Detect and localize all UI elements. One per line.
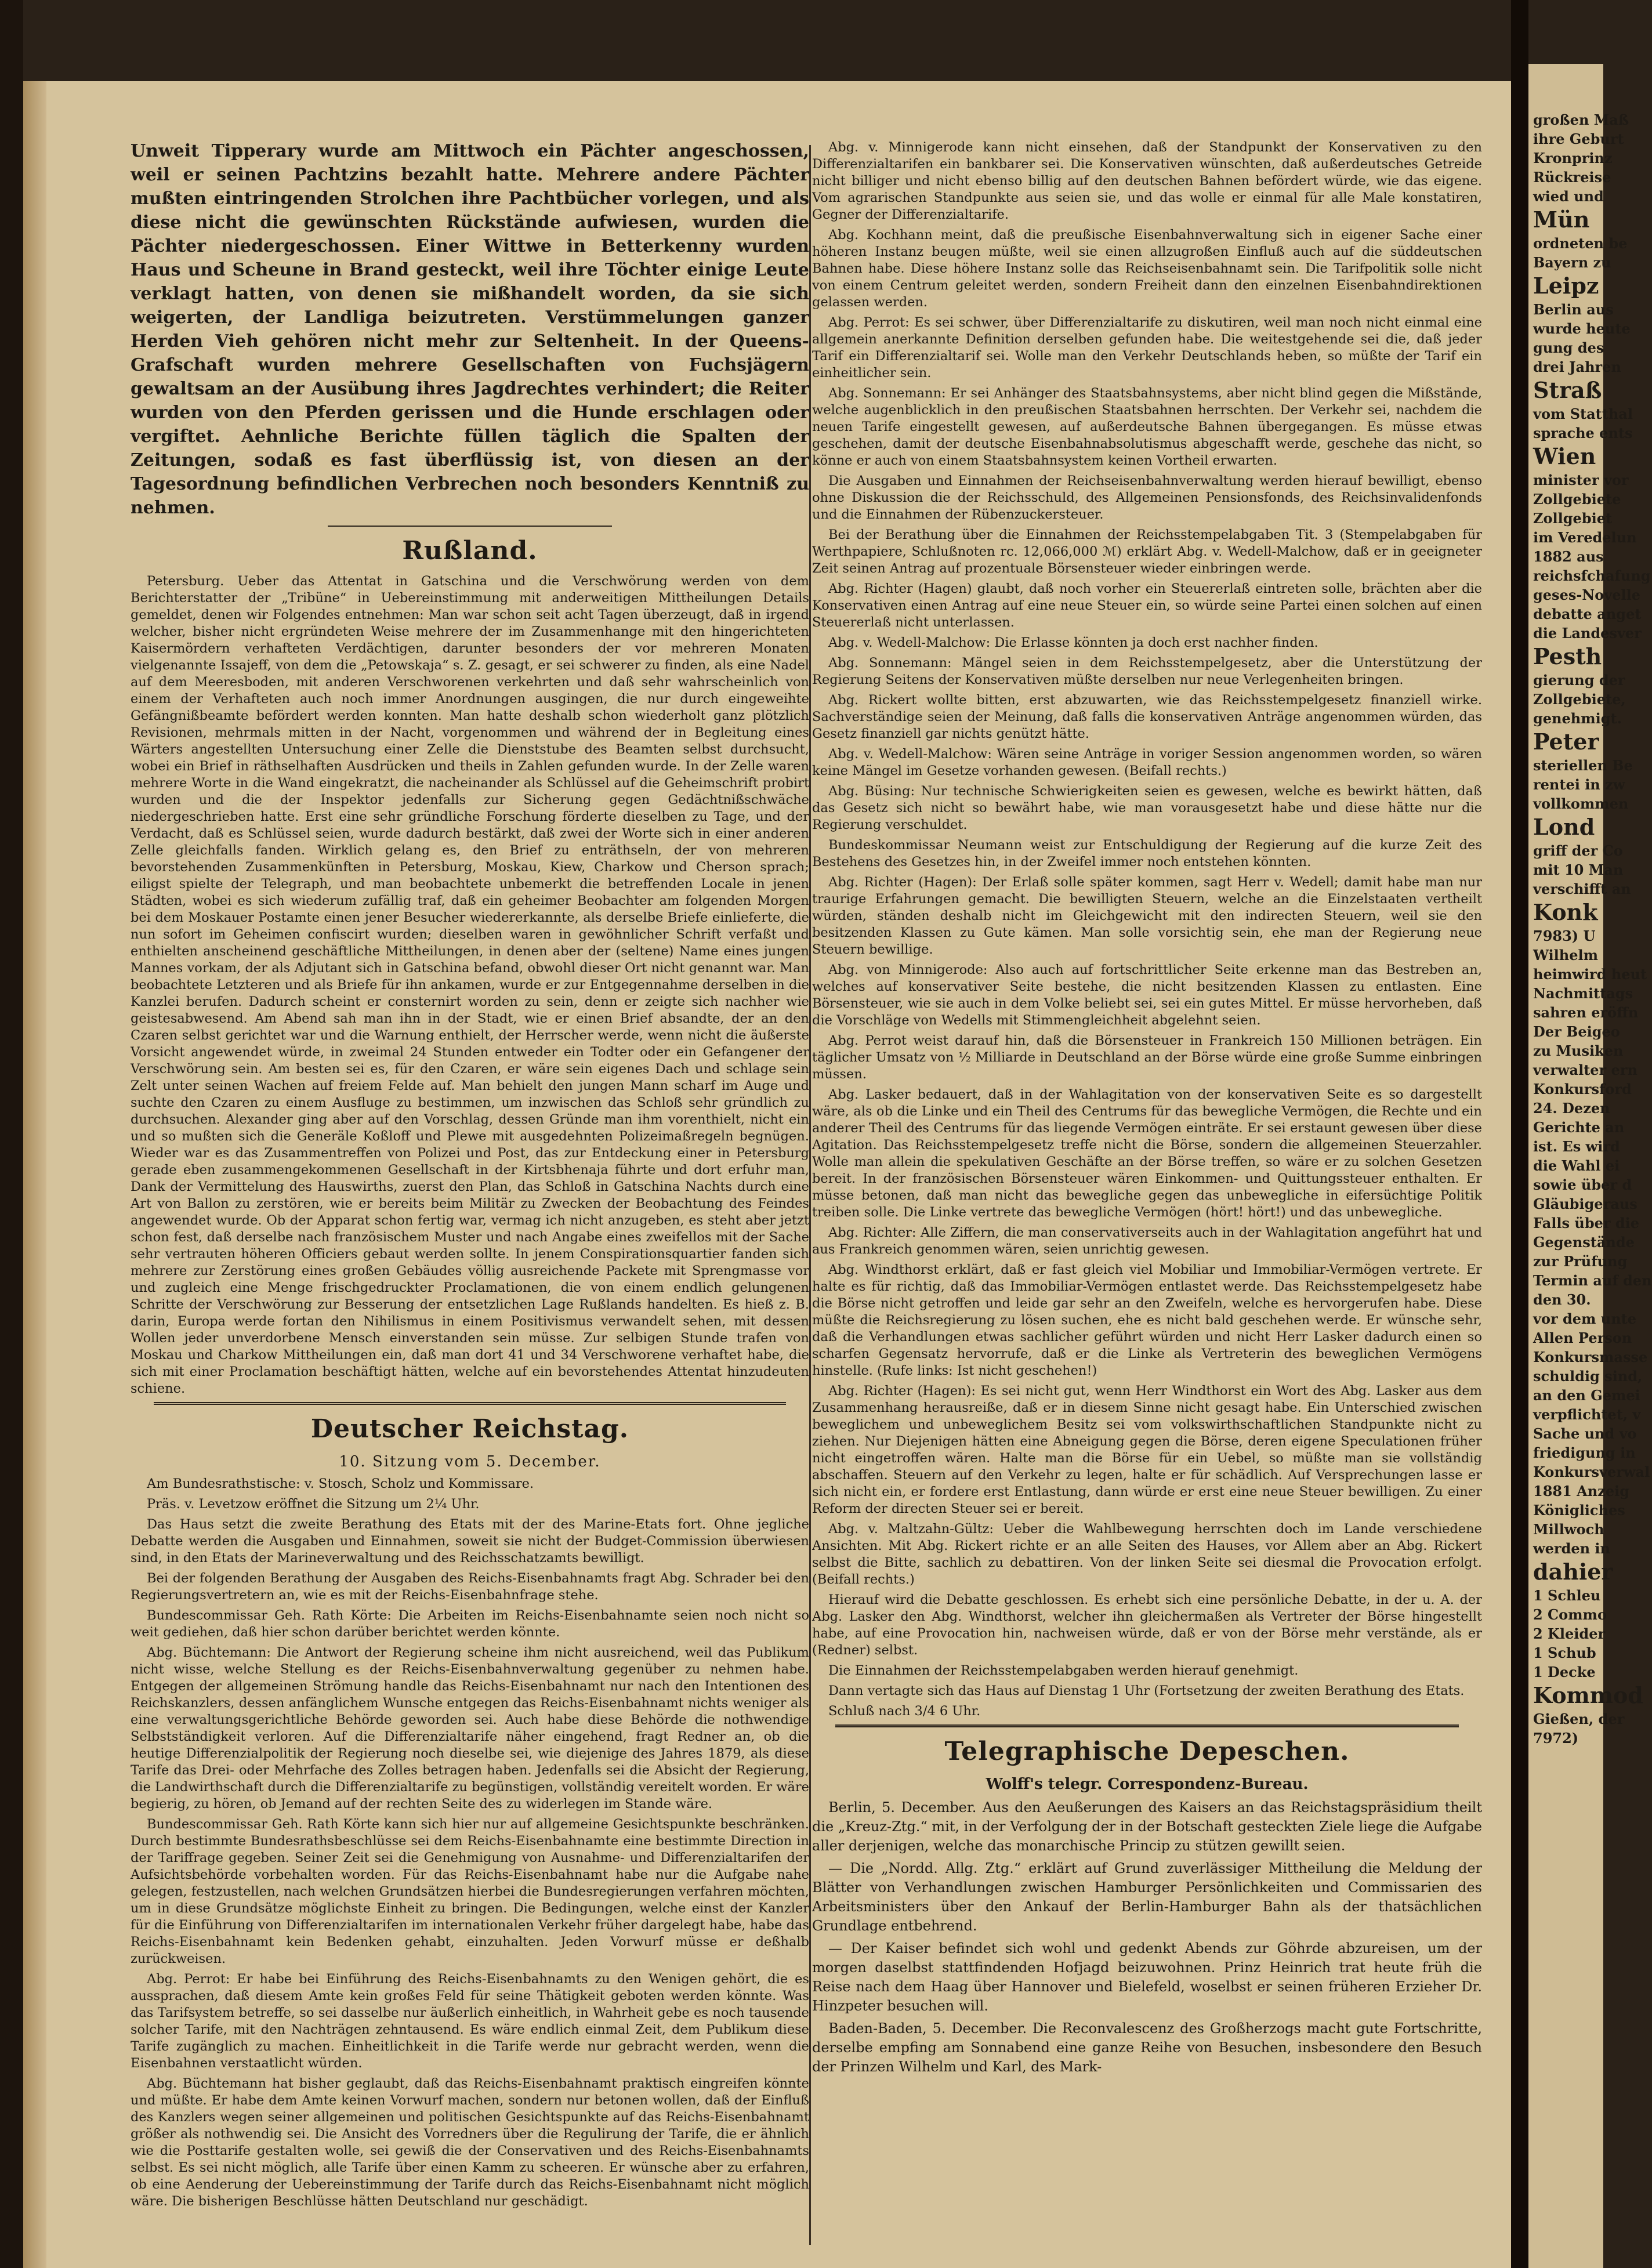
adjacent-page-line: Konk [1533, 899, 1598, 925]
article-paragraph: Das Haus setzt die zweite Berathung des Etats mit der des Marine-Etats fort. Ohne jegliche Debatte werden die Ausgaben und Einnahmen, soweit sie nicht der Budget-Commission überwiesen sind, in den Etats der Marineverwaltung und des Reichsschatzamts bewilligt. [131, 1517, 809, 1566]
reichstag-report-part1 [131, 1476, 809, 2210]
adjacent-page-line: Nachmittags [1533, 985, 1633, 1002]
article-paragraph: Abg. Perrot: Er habe bei Einführung des Reichs-Eisenbahnamts zu den Wenigen gehört, die es aussprachen, daß diesem Amte kein großes Feld für seine Thätigkeit geboten werden könnte. Was das Tarifsystem betreffe, so sei dasselbe nur äußerlich einheitlich, in Wahrheit gebe es noch tausende solcher Tarife, mit den Nachträgen zehntausend. Es wäre endlich einmal Zeit, dem Publikum diese Tarife zugänglich zu machen. Einheitlichkeit in die Tarife werde nur gebracht werden, wenn die Eisenbahnen verstaatlicht würden. [131, 1972, 809, 2071]
adjacent-page-line: Gießen, der [1533, 1711, 1625, 1727]
adjacent-page-line: zu Musiken [1533, 1042, 1624, 1059]
adjacent-page-line: 2 Kleider [1533, 1625, 1606, 1642]
russland-heading: Rußland. [402, 536, 538, 566]
article-paragraph: Abg. Kochhann meint, daß die preußische Eisenbahnverwaltung sich in eigener Sache einer höheren Instanz beugen müßte, weil sie einen allzugroßen Einfluß auch auf die süddeutschen Bahnen habe. Diese höhere Instanz solle das Reichseisenbahnamt sein. Die Tarifpolitik solle nicht von einem Centrum geleitet werden, sondern Freiheit dann den einzelnen Eisenbahndirektionen gelassen werden. [812, 227, 1482, 310]
adjacent-page-line: 1881 Anzeig [1533, 1483, 1630, 1499]
article-paragraph: Abg. Richter (Hagen) glaubt, daß noch vorher ein Steuererlaß eintreten solle, brächten aber die Konservativen einen Antrag auf eine neue Steuer ein, so würde seine Partei einen solchen auf einen Steuererlaß nicht unterlassen. [812, 581, 1482, 630]
adjacent-page-line: Bayern zu [1533, 254, 1611, 271]
adjacent-page-line: Lond [1533, 814, 1595, 840]
adjacent-page-line: Berlin aus [1533, 301, 1614, 318]
article-paragraph: Die Einnahmen der Reichsstempelabgaben werden hierauf genehmigt. [828, 1663, 1299, 1678]
article-paragraph: Bundescommissar Geh. Rath Körte kann sich hier nur auf allgemeine Gesichtspunkte beschränken. Durch bestimmte Bundesrathsbeschlüsse sei dem Reichs-Eisenbahnamte eine bestimmte Direction in der Tariffrage gegeben. Seiner Zeit sei die Genehmigung von Ausnahme- und Differenzialtarifen der Aufsichtsbehörde vorbehalten worden. Für das Reichs-Eisenbahnamt habe nur die Aufgabe nahe gelegen, festzustellen, nach welchen Grundsätzen hierbei die Bundesregierungen verfahren möchten, um in diese Grundsätze möglichste Einheit zu bringen. Die Bedingungen, welche einst der Kanzler für die Einführung von Differenzialtarifen im internationalen Verkehr früher dargelegt habe, habe das Reichs-Eisenbahnamt kein Bedenken gehabt, einzuhalten. Jeden Vorwurf müsse er deßhalb zurückweisen. [131, 1817, 809, 1966]
section-rule-double [154, 1402, 786, 1405]
article-paragraph: Die Ausgaben und Einnahmen der Reichseisenbahnverwaltung werden hierauf bewilligt, ebenso ohne Diskussion die der Reichsschuld, des Allgemeinen Pensionsfonds, des Reichsinvalidenfonds und die Einnahmen der Rübenzuckersteuer. [812, 473, 1482, 522]
reichstag-report-part2 [812, 139, 1482, 1720]
adjacent-page-line: großen Maß [1533, 111, 1629, 128]
adjacent-page-line: Konkursford [1533, 1081, 1632, 1097]
adjacent-page-line: Wilhelm [1533, 947, 1598, 963]
book-binding [0, 0, 23, 2268]
article-paragraph: — Der Kaiser befindet sich wohl und gedenkt Abends zur Göhrde abzureisen, um der morgen daselbst stattfindenden Hofjagd beizuwohnen. Prinz Heinrich trat heute früh die Reise nach dem Haag über Hannover und Bielefeld, woselbst er seinen früheren Erzieher Dr. Hinzpeter besuchen will. [812, 1940, 1482, 2014]
page-gutter [1511, 0, 1528, 2268]
adjacent-page-line: Konkursverwal [1533, 1463, 1650, 1480]
adjacent-page-line: friedigung in [1533, 1444, 1636, 1461]
adjacent-page-line: Mün [1533, 206, 1590, 233]
article-paragraph: Berlin, 5. December. Aus den Aeußerungen des Kaisers an das Reichstagspräsidium theilt die „Kreuz-Ztg.“ mit, in der Verfolgung der in der Botschaft gesteckten Ziele liege die Aufgabe aller derjenigen, welche das monarchische Princip zu stützen gewillt seien. [812, 1799, 1482, 1854]
adjacent-page-line: sahren eröffn [1533, 1004, 1639, 1021]
adjacent-page-line: Königliches [1533, 1502, 1625, 1519]
article-paragraph: Abg. Sonnemann: Er sei Anhänger des Staatsbahnsystems, aber nicht blind gegen die Mißstände, welche augenblicklich in den preußischen Staatsbahnen herrschten. Der Verkehr sei, nachdem die neuen Tarife eingestellt gewesen, auf außerdeutsche Bahnen übergegangen. Es müsse etwas geschehen, damit der deutsche Eisenbahnabsolutismus abgeschafft werde, geschehe das nicht, so könne er auch von einem Staatsbahnsystem keinen Vortheil erwarten. [812, 386, 1482, 468]
article-paragraph: Abg. v. Minnigerode kann nicht einsehen, daß der Standpunkt der Konservativen zu den Differenzialtarifen ein bankbarer sei. Die Konservativen wünschten, daß außerdeutsches Getreide nicht billiger und nicht ebenso billig auf den deutschen Bahnen befördert würde, wie das eigene. Vom agrarischen Standpunkte aus seien sie, und das wolle er einmal für alle Male konstatiren, Gegner der Differenzialtarife. [812, 140, 1482, 222]
ireland-paragraph: Unweit Tipperary wurde am Mittwoch ein Pächter angeschossen, weil er seinen Pachtzins bezahlt hatte. Mehrere andere Pächter mußten eintringenden Strolchen ihre Pachtbücher vorlegen, und als diese nicht die gewünschten Rückstände aufwiesen, wurden die Pächter niedergeschossen. Einer Wittwe in Betterkenny wurden Haus und Scheune in Brand gesteckt, weil ihre Töchter einige Leute verklagt hatten, von denen sie mißhandelt worden, da sie sich weigerten, der Landliga beizutreten. Verstümmelungen ganzer Herden Vieh gehören nicht mehr zur Seltenheit. In der Queens-Grafschaft wurden mehrere Gesellschaften von Fuchsjägern gewaltsam an der Ausübung ihres Jagdrechtes verhindert; die Reiter wurden von den Pferden gerissen und die Hunde erschlagen oder vergiftet. Aehnliche Berichte füllen täglich die Spalten der Zeitungen, sodaß es fast überflüssig ist, von diesen an der Tagesordnung befindlichen Verbrechen noch besonders Kenntniß zu nehmen. [131, 141, 809, 518]
adjacent-page-line: sowie über d [1533, 1176, 1632, 1193]
adjacent-page-line: Peter [1533, 729, 1599, 755]
article-paragraph: Bundeskommissar Neumann weist zur Entschuldigung der Regierung auf die kurze Zeit des Bestehens des Gesetzes hin, in der Zweifel immer noch entstehen könnten. [812, 838, 1482, 869]
adjacent-page-line: im Veredelun [1533, 529, 1637, 546]
adjacent-page-line: Millwoch [1533, 1521, 1604, 1538]
adjacent-page-line: steriellen Be [1533, 757, 1633, 774]
adjacent-page-line: Zollgebiet [1533, 510, 1613, 527]
adjacent-page-line: Wien [1533, 443, 1596, 469]
adjacent-page-line: sprache ents [1533, 425, 1633, 441]
adjacent-page-line: geses-Novelle [1533, 586, 1640, 603]
article-paragraph: Abg. Lasker bedauert, daß in der Wahlagitation von der konservativen Seite es so dargestellt wäre, als ob die Linke und ein Theil des Centrums für das bewegliche Vermögen, die Rechte und ein anderer Theil des Centrums für das liegende Vermögen einträte. Er sei erstaunt gewesen über diese Agitation. Das Reichsstempelgesetz treffe nicht die Börse, sondern die allgemeinen Steuerzahler. Wolle man allein die spekulativen Geschäfte an der Börse treffen, so wäre er zu solchen Gesetzen bereit. In der französischen Börsensteuer wären Einkommen- und Quittungssteuer enthalten. Er müsse betonen, daß man nicht das bewegliche gegen das unbewegliche in eifersüchtige Politik treiben solle. Die Linke vertrete das bewegliche Vermögen (hört! hört!) und das unbewegliche. [812, 1087, 1482, 1220]
adjacent-page-line: reichsfchafung [1533, 567, 1651, 584]
adjacent-page-line: Konkursmasse [1533, 1349, 1648, 1365]
section-rule-double [835, 1724, 1459, 1727]
article-paragraph: Abg. v. Wedell-Malchow: Wären seine Anträge in voriger Session angenommen worden, so wären keine Mängel im Gesetze vorhanden gewesen. (Beifall rechts.) [812, 747, 1482, 778]
section-rule [328, 526, 612, 527]
article-paragraph: Schluß nach 3/4 6 Uhr. [828, 1704, 981, 1719]
article-paragraph: Abg. Rickert wollte bitten, erst abzuwarten, wie das Reichsstempelgesetz finanziell wirke. Sachverständige seien der Meinung, daß falls die konservativen Anträge angenommen würden, das Gesetz finanziell gar nichts genützt hätte. [812, 693, 1482, 741]
adjacent-page-line: Falls über die [1533, 1215, 1640, 1231]
adjacent-page-line: griff der Co [1533, 842, 1623, 859]
adjacent-page-line: die Wahl ei [1533, 1157, 1620, 1174]
article-paragraph: Abg. Büsing: Nur technische Schwierigkeiten seien es gewesen, welche es bewirkt hätten, daß das Gesetz sich nicht so bewährt habe, wie man vorausgesetzt habe und diese hätte nur die Regierung verschuldet. [812, 784, 1482, 832]
article-paragraph: Bei der Berathung über die Einnahmen der Reichsstempelabgaben Tit. 3 (Stempelabgaben für Werthpapiere, Schlußnoten rc. 12,066,000 ℳ) erklärt Abg. v. Wedell-Malchow, daß er in geeigneter Zeit seinen Antrag auf prozentuale Börsensteuer wieder einbringen werde. [812, 527, 1482, 576]
adjacent-page-line: 1 Schleu [1533, 1587, 1601, 1604]
article-paragraph: Baden-Baden, 5. December. Die Reconvalescenz des Großherzogs macht gute Fortschritte, derselbe empfing am Sonnabend eine ganze Reihe von Besuchen, insbesondere den Besuch der Prinzen Wilhelm und Karl, des Mark- [812, 2020, 1482, 2075]
reichstag-heading: Deutscher Reichstag. [310, 1414, 629, 1444]
adjacent-page-line: 7983) U [1533, 928, 1596, 944]
adjacent-page-line: Kommod [1533, 1682, 1643, 1708]
adjacent-page-line: den 30. [1533, 1291, 1591, 1308]
adjacent-page-line: 1 Schub [1533, 1644, 1596, 1661]
article-paragraph: Abg. Perrot: Es sei schwer, über Differenzialtarife zu diskutiren, weil man noch nicht einmal eine allgemein anerkannte Definition derselben gefunden habe. Die weitestgehende sei die, daß jeder Tarif ein Differenzialtarif sei. Wolle man den Verkehr Deutschlands heben, so müßte der Tarif ein einheitlicher sein. [812, 315, 1482, 381]
article-paragraph: Abg. Perrot weist darauf hin, daß die Börsensteuer in Frankreich 150 Millionen beträgen. Ein täglicher Umsatz von ½ Milliarde in Deutschland an der Börse würde eine große Summe einbringen müssen. [812, 1033, 1482, 1082]
telegraph-agency: Wolff's telegr. Correspondenz-Bureau. [986, 1776, 1309, 1793]
russland-article: Petersburg. Ueber das Attentat in Gatschina und die Verschwörung werden von dem Berichterstatter der „Tribüne“ in Uebereinstimmung mit anderweitigen Mittheilungen Details gemeldet, denen wir Folgendes entnehmen: Man war schon seit acht Tagen überzeugt, daß in irgend welcher, bisher nicht ergründeten Weise mehrere der im Zusammenhange mit den hingerichteten Kaisermördern verhafteten Verdächtigen, darunter besonders der vor mehreren Monaten vielgenannte Issajeff, von dem die „Petowskaja“ s. Z. gesagt, er sei schwerer zu finden, als eine Nadel auf dem Meeresboden, mit anderen Verschworenen verkehrten und daß sehr wahrscheinlich von einem der Verhafteten auch noch immer Anordnungen ausgingen, die nur durch eingeweihte Gefängnißbeamte befördert werden konnten. Man hatte deshalb schon wiederholt ganz plötzlich Revisionen, mehrmals mitten in der Nacht, vorgenommen und während der in Begleitung eines Wärters angestellten Untersuchung einer Zelle die Dienststube des Beamten selbst durchsucht, wobei ein Brief in räthselhaften Ausdrücken und theils in Zahlen gefunden wurde. In der Zelle waren mehrere Worte in die Wand eingekratzt, die nacheinander als Schlüssel auf die Geheimschrift probirt wurden und die der Inspektor jedenfalls zur Sicherung gegen Gedächtnißschwäche niedergeschrieben hatte. Erst eine sehr gründliche Forschung förderte dieselben zu Tage, und der Verdacht, daß es Schlüssel seien, wurde dadurch bestärkt, daß zwei der Worte sich in einer anderen Zelle gleichfalls fanden. Wirklich gelang es, den Brief zu enträthseln, der von mehreren bevorstehenden Zusammenkünften in Petersburg, Moskau, Kiew, Charkow und Cherson sprach; eiligst spielte der Telegraph, und man beobachtete unbemerkt die betreffenden Locale in jenen Städten, wobei es sich wiederum zufällig traf, daß ein geheimer Beobachter am folgenden Morgen bei dem Moskauer Postamte einen jener Besucher wiedererkannte, als derselbe Briefe einlieferte, die nun sofort im Geheimen confiscirt wurden; dieselben waren in gewöhnlicher Schrift verfaßt und enthielten anscheinend geschäftliche Mittheilungen, in denen aber der (seltene) Name eines jungen Mannes vorkam, der als Adjutant sich in Gatschina befand, obwohl dieser Ort nicht genannt war. Man beobachtete Letzteren und als Briefe für ihn ankamen, wurde er zur Entgegennahme derselben in die Kanzlei berufen. Dadurch scheint er consternirt worden zu sein, denn er zeigte sich nachher wie geistesabwesend. Am Abend sah man ihn in der Stadt, wie er einen Brief absandte, der an den Czaren selbst gerichtet war und die Warnung enthielt, der Herrscher werde, wenn nicht die äußerste Vorsicht angewendet würde, in zweimal 24 Stunden entweder ein Todter oder ein Gefangener der Verschwörung sein. Am besten sei es, für den Czaren, er wäre sein eigenes Dach und schlage sein Zelt unter seinen Wachen auf freiem Felde auf. Man behielt den jungen Mann scharf im Auge und suchte den Czaren zu einem Ausfluge zu bestimmen, um inzwischen das Schloß sehr gründlich zu durchsuchen. Alexander ging aber auf den Vorschlag, dessen Gründe man ihm vorenthielt, nicht ein und so mußten sich die Generäle Koßloff und Plewe mit ausgedehnten Polizeimaßregeln begnügen. Wieder war es das Zusammentreffen von Polizei und Post, das zur Entdeckung einer in Petersburg gerade eben zusammengekommenen Gesellschaft in der Kirtsbhenaja führte und dort erfuhr man, Dank der Vermittelung des Hauswirths, zuerst den Plan, das Schloß in Gatschina Nachts durch eine Art von Ballon zu zerstören, wie er bereits beim Militär zu Zwecken der Beobachtung des Feindes angewendet wurde. Ob der Apparat schon fertig war, vermag ich nicht anzugeben, es steht aber jetzt schon fest, daß derselbe nach französischem Muster und nach Angabe eines zweifellos mit der Sache sehr vertrauten höheren Officiers gebaut werden sollte. In jenem Conspirationsquartier fanden sich mehrere zur Zerstörung eines großen Gebäudes völlig ausreichende Packete mit Sprengmasse vor und zugleich eine Menge frischgedruckter Proclamationen, die von einem endlich gelungenen Schritte der Verschwörung zur Besserung der entsetzlichen Lage Rußlands handelten. Es hieß z. B. darin, Europa werde fortan den Nihilismus in einem Positivismus verwandelt sehen, mit dessen Wollen jeder unverdorbene Mensch einverstanden sein müsse. Zur selbigen Stunde trafen von Moskau und Charkow Mittheilungen ein, daß man dort 41 und 34 Verschworene verhaftet habe, die sich mit einer Proclamation beschäftigt hätten, welche auf ein bevorstehendes Attentat hinzudeuten schiene. [131, 574, 809, 1396]
adjacent-page-line: debatte anget [1533, 606, 1642, 622]
adjacent-page-line: zur Prüfung [1533, 1253, 1628, 1270]
adjacent-page-line: ordneten be [1533, 235, 1628, 252]
article-paragraph: Abg. Richter (Hagen): Es sei nicht gut, wenn Herr Windthorst ein Wort des Abg. Lasker aus dem Zusammenhang herausreiße, daß er in diesem Sinne nicht gesagt habe. Ein Unterschied zwischen beweglichem und unbeweglichem Besitz sei vom volkswirthschaftlichen Standpunkte nicht zu ziehen. Nur Diejenigen hätten eine Abneigung gegen die Börse, deren eigene Speculationen früher nicht eingetroffen wären. Halte man die Börse für ein Uebel, so müßte man sie vollständig abschaffen. Steuern auf den Verkehr zu legen, halte er für schädlich. Auf Versprechungen lasse er sich nicht ein, er fordere erst Entlastung, dann würde er erst eine neue Steuer bewilligen. Zu einer Reform der directen Steuer sei er bereit. [812, 1383, 1482, 1516]
adjacent-page-line: die Landesver [1533, 625, 1642, 642]
column-right [812, 139, 1482, 2080]
adjacent-page-text [1528, 64, 1652, 1748]
article-paragraph: Abg. Richter (Hagen): Der Erlaß solle später kommen, sagt Herr v. Wedell; damit habe man nur traurige Erfahrungen gemacht. Die bewilligten Steuern, welche an die Einzelstaaten vertheilt würden, ständen deshalb nicht im Gleichgewicht mit den indirecten Steuern, weil sie den besitzenden Klassen zu Gute kämen. Man solle vorsichtig sein, ehe man der Regierung neue Steuern bewillige. [812, 875, 1482, 957]
article-paragraph: Dann vertagte sich das Haus auf Dienstag 1 Uhr (Fortsetzung der zweiten Berathung des Etats. [828, 1683, 1465, 1698]
adjacent-page-line: werden in [1533, 1540, 1610, 1557]
adjacent-page-line: Kronprinz [1533, 150, 1613, 166]
adjacent-page-line: 2 Commo [1533, 1606, 1607, 1623]
page-edge-shadow [23, 81, 46, 2268]
column-left [131, 139, 809, 2213]
article-paragraph: Abg. Richter: Alle Ziffern, die man conservativerseits auch in der Wahlagitation angeführt hat und aus Frankreich genommen wären, seien unrichtig gewesen. [812, 1225, 1482, 1257]
adjacent-page-line: 7972) [1533, 1730, 1579, 1747]
adjacent-page-line: vollkommen [1533, 795, 1629, 812]
adjacent-page-line: verschifft an [1533, 881, 1631, 897]
adjacent-page-line: gierung der [1533, 672, 1625, 689]
adjacent-page-line: heimwird heut [1533, 966, 1647, 983]
adjacent-page-line: 1 Decke [1533, 1664, 1596, 1680]
adjacent-page-line: ist. Es wird [1533, 1138, 1620, 1155]
adjacent-page-line: Sache und vo [1533, 1425, 1637, 1442]
adjacent-page-line: verpflichtet, v [1533, 1406, 1641, 1423]
article-paragraph: Abg. v. Wedell-Malchow: Die Erlasse könnten ja doch erst nachher finden. [828, 635, 1318, 650]
article-paragraph: Abg. Büchtemann hat bisher geglaubt, daß das Reichs-Eisenbahnamt praktisch eingreifen könnte und müßte. Er habe dem Amte keinen Vorwurf machen, sondern nur betonen wollen, daß der Einfluß des Kanzlers wegen seiner allgemeinen und politischen Gesichtspunkte auf das Reichs-Eisenbahnamt größer als nothwendig sei. Die Ansicht des Vorredners über die Regulirung der Tarife, die er ähnlich wie die Posttarife gestalten wolle, sei gewiß die der Conservativen und des Reichs-Eisenbahnamts selbst. Es sei nicht möglich, alle Tarife über einen Kamm zu scheeren. Er wünsche aber zu erfahren, ob eine Aenderung der Uebereinstimmung der Tarife durch das Reichs-Eisenbahnamt nicht möglich wäre. Die bisherigen Beschlüsse hätten Deutschland nur geschädigt. [131, 2076, 809, 2209]
adjacent-page-line: Der Beigeo [1533, 1023, 1620, 1040]
article-paragraph: Bundescommissar Geh. Rath Körte: Die Arbeiten im Reichs-Eisenbahnamte seien noch nicht so weit gediehen, daß hier schon darüber berichtet werden könnte. [131, 1608, 809, 1640]
adjacent-page-line: wurde heute [1533, 320, 1631, 337]
telegraph-heading: Telegraphische Depeschen. [944, 1737, 1350, 1766]
adjacent-page-line: dahier [1533, 1559, 1613, 1585]
article-paragraph: Abg. Windthorst erklärt, daß er fast gleich viel Mobiliar und Immobiliar-Vermögen vertrete. Er halte es für richtig, daß das Immobiliar-Vermögen entlastet werde. Das Reichsstempelgesetz habe die Börse nicht getroffen und leide gar sehr an den Zweifeln, welche es hervorgerufen habe. Diese müßte die Reichsregierung zu lösen suchen, ehe es nicht bald geschehen werde. Er wünsche sehr, daß die Verhandlungen etwas sachlicher geführt würden und nicht Herr Lasker dadurch einen so scharfen Gegensatz hervorrufe, daß er die Linke als Vertreterin des beweglichen Vermögens hinstelle. (Rufe links: Ist nicht geschehen!) [812, 1262, 1482, 1378]
adjacent-page-line: rentei in zw [1533, 776, 1625, 793]
adjacent-page-line: vom Statthal [1533, 405, 1633, 422]
article-paragraph: Am Bundesrathstische: v. Stosch, Scholz und Kommissare. [147, 1476, 534, 1491]
article-paragraph: Abg. Sonnemann: Mängel seien in dem Reichsstempelgesetz, aber die Unterstützung der Regierung Seitens der Konservativen müßte derselben nur neue Verlegenheiten bringen. [812, 655, 1482, 687]
adjacent-page-line: Leipz [1533, 273, 1599, 299]
article-paragraph: Bei der folgenden Berathung der Ausgaben des Reichs-Eisenbahnamts fragt Abg. Schrader bei den Regierungsvertretern an, wie es mit der Reichs-Eisenbahnfrage stehe. [131, 1571, 809, 1603]
article-paragraph: Abg. v. Maltzahn-Gültz: Ueber die Wahlbewegung herrschten doch im Lande verschiedene Ansichten. Mit Abg. Rickert richte er an alle Seiten des Hauses, vor Allem aber an Abg. Rickert selbst die Bitte, sachlich zu debattiren. Von der linken Seite sei diesmal die Provocation erfolgt. (Beifall rechts.) [812, 1521, 1482, 1587]
adjacent-page-line: Straß [1533, 377, 1602, 403]
article-paragraph: Abg. von Minnigerode: Also auch auf fortschrittlicher Seite erkenne man das Bestreben an, welches auf konservativer Seite bestehe, die nicht besitzenden Klassen zu entlasten. Eine Börsensteuer, wie sie auch in dem Volke beliebt sei, sei ein gutes Mittel. Er müsse hervorheben, daß die Vorschläge von Wedells mit Stimmengleichheit abgelehnt seien. [812, 962, 1482, 1028]
adjacent-page-line: Rückreise [1533, 169, 1611, 186]
adjacent-page-line: 1882 aus [1533, 548, 1604, 565]
adjacent-page-line: wied und [1533, 188, 1604, 205]
adjacent-page-line: 24. Dezen [1533, 1100, 1610, 1117]
adjacent-page-line: Termin auf den [1533, 1272, 1652, 1289]
adjacent-page-line: an den Gemei [1533, 1387, 1640, 1404]
adjacent-page-line: vor dem unte [1533, 1310, 1637, 1327]
article-paragraph: Hierauf wird die Debatte geschlossen. Es erhebt sich eine persönliche Debatte, in der u. A. der Abg. Lasker den Abg. Windthorst, welcher ihn gleichermaßen als Vertreter der Börse hingestellt habe, auf eine Provocation hin, nachweisen würde, daß er von der Börse mehr verstände, als er (Redner) selbst. [812, 1592, 1482, 1658]
adjacent-page-line: verwalter ern [1533, 1061, 1637, 1078]
adjacent-page-line: genehmigt. [1533, 710, 1622, 727]
adjacent-page-line: Gegenstände [1533, 1234, 1635, 1251]
adjacent-page-line: schuldig sind, [1533, 1368, 1643, 1385]
adjacent-page-line: gung des [1533, 339, 1604, 356]
adjacent-page-strip [1528, 64, 1652, 2268]
adjacent-page-line: Gerichte an [1533, 1119, 1625, 1136]
adjacent-page-line: Allen Person [1533, 1329, 1632, 1346]
adjacent-page-line: ihre Geburt [1533, 131, 1624, 147]
column-divider [809, 145, 811, 2245]
adjacent-page-line: Zollgebiete, [1533, 691, 1626, 708]
adjacent-page-line: drei Jahren [1533, 358, 1621, 375]
adjacent-page-line: minister vor [1533, 472, 1629, 488]
adjacent-page-line: mit 10 Man [1533, 861, 1624, 878]
reichstag-sitting-date: 10. Sitzung vom 5. December. [339, 1453, 601, 1470]
article-paragraph: — Die „Nordd. Allg. Ztg.“ erklärt auf Grund zuverlässiger Mittheilung die Meldung der Blätter von Verhandlungen zwischen Hamburger Persönlichkeiten und Commissarien des Arbeitsministers über den Ankauf der Berlin-Hamburger Bahn als der thatsächlichen Grundlage entbehrend. [812, 1860, 1482, 1934]
adjacent-page-line: Zollgebiete [1533, 491, 1621, 508]
telegraph-dispatches [812, 1798, 1482, 2077]
article-paragraph: Präs. v. Levetzow eröffnet die Sitzung um 2¼ Uhr. [147, 1497, 480, 1512]
article-paragraph: Abg. Büchtemann: Die Antwort der Regierung scheine ihm nicht ausreichend, weil das Publikum nicht wisse, welche Stellung es der Reichs-Eisenbahnverwaltung gegenüber zu nehmen habe. Entgegen der allgemeinen Strömung handle das Reichs-Eisenbahnamt nur nach den Intentionen des Reichskanzlers, dessen anfänglichem Wunsche entgegen das Reichs-Eisenbahnamt nichts weniger als eine verwaltungsgerichtliche Behörde geworden sei. Auch habe diese Behörde die nothwendige Selbstständigkeit verloren. Auf die Differenzialtarife näher eingehend, fragt Redner an, ob die heutige Differenzialpolitik der Regierung noch dieselbe sei, wie diejenige des Jahres 1879, als diese Tarife das Drei- oder Mehrfache des Zolles betragen haben. Jedenfalls sei die Absicht der Regierung, die Landwirthschaft durch die Differenzialtarife zu begünstigen, vollständig vereitelt worden. Er wäre begierig, zu hören, ob Jemand auf der rechten Seite des zu widerlegen im Stande wäre. [131, 1645, 809, 1811]
adjacent-page-line: Pesth [1533, 643, 1602, 669]
adjacent-page-line: Gläubigeraus [1533, 1195, 1637, 1212]
